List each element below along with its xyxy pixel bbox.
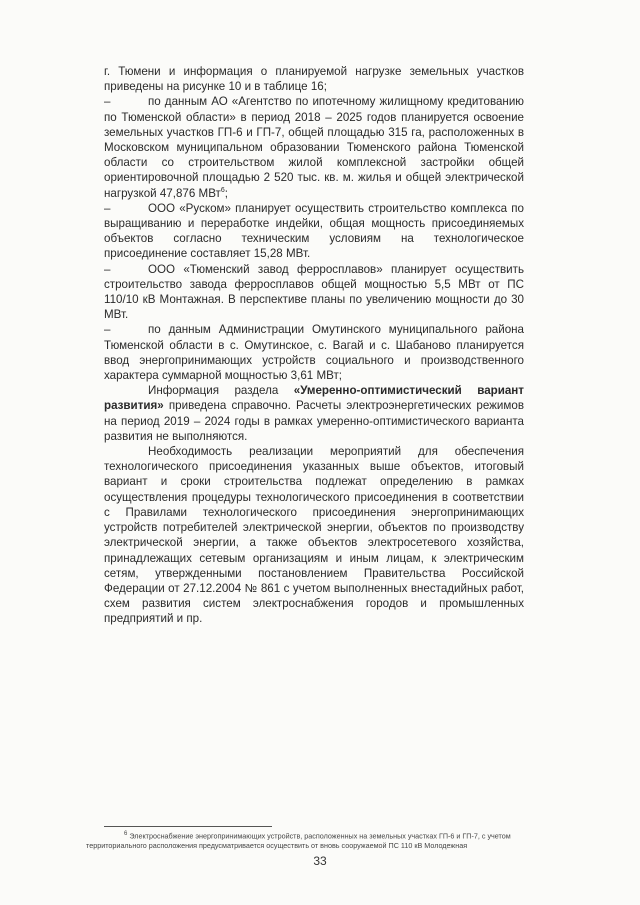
- list-dash: –: [104, 201, 111, 215]
- footnote: $^6$ Электроснабжение энергопринимающих устройств, расположенных на земельных участках ГП-6 и ГП-7, с учетом территориального расположения предусматривается осуществить от вновь сооружаемой ПС 110 кВ Молодежная: [86, 831, 511, 850]
- list-item: – ООО «Тюменский завод ферросплавов» планирует осуществить строительство завода ферросплавов общей мощностью 5,5 МВт от ПС 110/10 кВ Монтажная. В перспективе планы по увеличению мощности до 30 МВт.: [104, 262, 524, 322]
- list-item: – по данным Администрации Омутинского муниципального района Тюменской области в с. Омутинское, с. Вагай и с. Шабаново планируется ввод энергопринимающих устройств социального и производственного характера суммарной мощностью 3,61 МВт;: [104, 323, 524, 383]
- list-item: – по данным АО «Агентство по ипотечному жилищному кредитованию по Тюменской области» в период 2018 – 2025 годов планируется освоение земельных участков ГП-6 и ГП-7, общей площадью 315 га, расположенных в Московском муниципальном образовании Тюменского района Тюменской области со строительством жилой комплексной застройки общей ориентировочной площадью 2 520 тыс. кв. м. жилья и общей электрической нагрузкой 47,876 МВт$^6$;: [104, 95, 524, 200]
- list-item: – ООО «Руском» планирует осуществить строительство комплекса по выращиванию и переработке индейки, общая мощность присоединяемых объектов согласно техническим условиям на технологическое присоединение составляет 15,28 МВт.: [104, 201, 524, 261]
- footnote-number: 6: [124, 831, 128, 837]
- paragraph-intro: г. Тюмени и информация о планируемой нагрузке земельных участков приведены на рисунке 10 и в таблице 16;: [104, 65, 524, 94]
- footnote-separator: [104, 826, 272, 827]
- list-dash: –: [104, 323, 111, 337]
- section-name-bold: «Умеренно-оптимистический вариант развития»: [104, 384, 524, 413]
- paragraph-info: Информация раздела «Умеренно-оптимистический вариант развития» приведена справочно. Расчеты электроэнергетических режимов на период 2019 – 2024 годы в рамках умеренно-оптимистического варианта развития не выполняются.: [104, 384, 524, 443]
- body-text: [104, 64, 524, 627]
- list-dash: –: [104, 262, 111, 276]
- page-number: 33: [313, 854, 327, 868]
- footnote-ref: 6: [220, 186, 225, 194]
- list-dash: –: [104, 95, 111, 109]
- paragraph-necessity: Необходимость реализации мероприятий для обеспечения технологического присоединения указанных выше объектов, итоговый вариант и сроки строительства подлежат определению в рамках осуществления процедуры технологического присоединения в соответствии с Правилами технологического присоединения энергопринимающих устройств потребителей электрической энергии, объектов по производству электрической энергии, а также объектов электросетевого хозяйства, принадлежащих сетевым организациям и иным лицам, к электрическим сетям, утвержденными постановлением Правительства Российской Федерации от 27.12.2004 № 861 с учетом выполненных внестадийных работ, схем развития систем электроснабжения городов и промышленных предприятий и пр.: [104, 445, 524, 626]
